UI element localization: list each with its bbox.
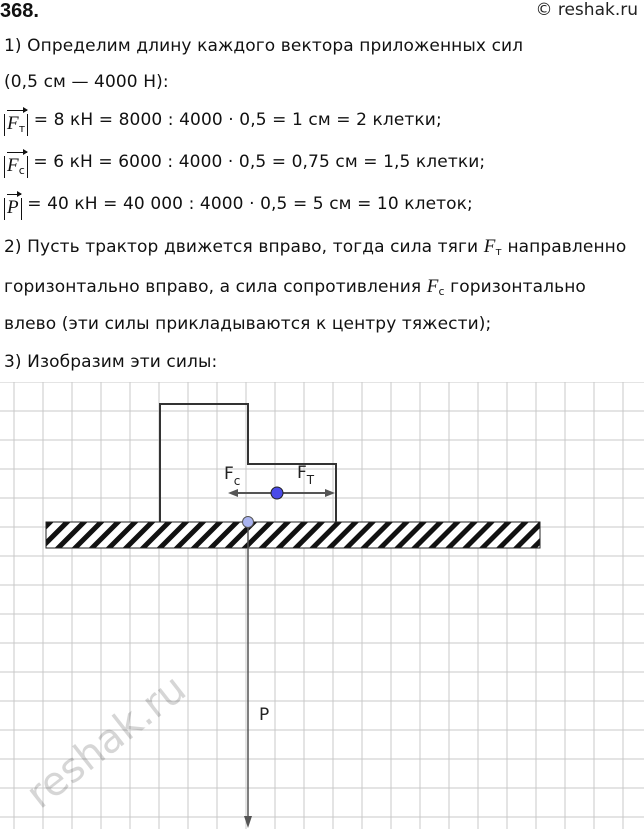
fc-vector-symbol: $F_c$: [7, 155, 25, 177]
force-diagram: [0, 382, 644, 829]
p-vector-symbol: P: [7, 197, 19, 218]
step3-line: 3) Изобразим эти силы:: [4, 352, 218, 372]
formula-fc: [4, 152, 485, 178]
center-of-mass-point: [271, 487, 283, 499]
formula-ft: [4, 110, 442, 136]
problem-number: 368.: [0, 0, 39, 22]
step2-line2: горизонтально вправо, а сила сопротивления $F_c$ горизонтально: [4, 276, 586, 298]
force-p-arrow: [244, 522, 252, 828]
p-abs: [4, 198, 22, 220]
p-formula-text: = 40 кН = 40 000 : 4000 · 0,5 = 5 см = 10 клеток;: [21, 194, 473, 214]
formula-p: [4, 194, 473, 220]
ft-formula-text: = 8 кН = 8000 : 4000 · 0,5 = 1 см = 2 клетки;: [28, 110, 442, 130]
label-p: P: [259, 705, 270, 725]
step1-line2: (0,5 см — 4000 Н):: [4, 72, 169, 92]
fc-abs: [4, 156, 28, 178]
site-credit: © reshak.ru: [535, 0, 638, 20]
step1-line1: 1) Определим длину каждого вектора приложенных сил: [4, 36, 524, 56]
watermark: reshak.ru: [17, 665, 195, 818]
ft-abs: [4, 114, 28, 136]
fc-formula-text: = 6 кН = 6000 : 4000 · 0,5 = 0,75 см = 1,5 клетки;: [27, 152, 486, 172]
force-ft-arrow: [277, 489, 335, 497]
force-fc-arrow: [228, 489, 277, 497]
label-fc: $F_c$: [224, 464, 241, 488]
ft-vector-symbol: $F_т$: [7, 113, 26, 135]
support-point: [243, 517, 254, 528]
label-ft: $F_T$: [297, 463, 315, 487]
step2-line1: 2) Пусть трактор движется вправо, тогда сила тяги $F_т$ направленно: [4, 236, 627, 258]
step2-line3: влево (эти силы прикладываются к центру тяжести);: [4, 314, 492, 334]
ground-hatch: [46, 522, 540, 548]
tractor-body: [160, 404, 336, 522]
